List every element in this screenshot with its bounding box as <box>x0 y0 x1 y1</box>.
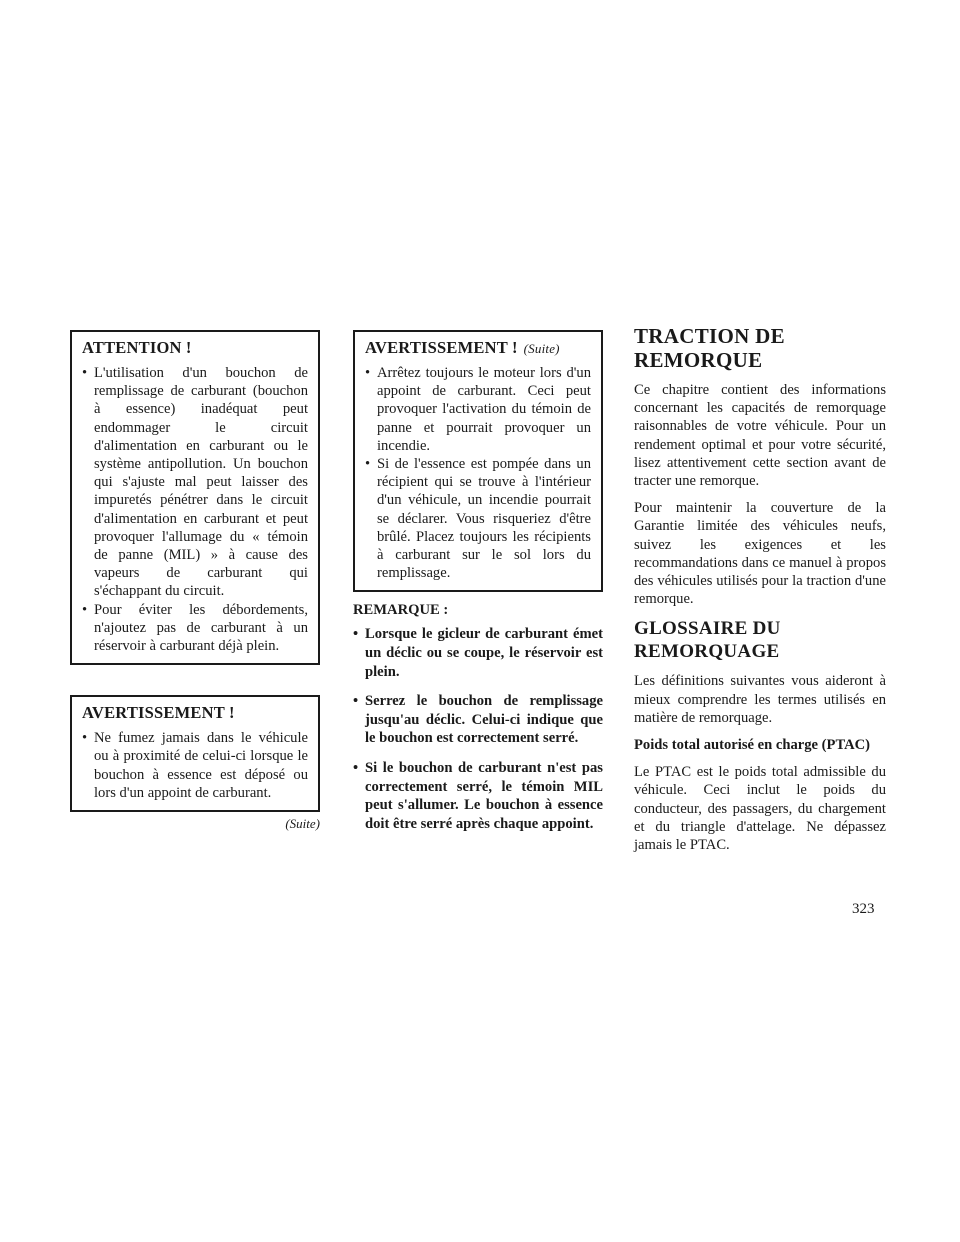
column-left <box>70 330 320 832</box>
continued-label: (Suite) <box>523 341 560 356</box>
paragraph: Le PTAC est le poids total admissible du véhicule. Ceci inclut le poids du conducteur, des passagers, du chargement et du triangle d'attelage. Ne dépassez jamais le PTAC. <box>634 764 886 854</box>
paragraph: Les définitions suivantes vous aideront à mieux comprendre les termes utilisés en matière de remorquage. <box>634 673 886 726</box>
attention-box <box>70 330 320 665</box>
warning-item: • Ne fumez jamais dans le véhicule ou à proximité de celui-ci lorsque le bouchon à essence est déposé ou lors d'un appoint de carburant. <box>82 729 308 802</box>
remarque-item: • Si le bouchon de carburant n'est pas correctement serré, le témoin MIL peut s'allumer. Le bouchon à essence doit être serré après chaque appoint. <box>353 759 603 833</box>
warning-item: • Si de l'essence est pompée dans un récipient qui se trouve à l'intérieur d'un véhicule, un incendie pourrait se déclarer. Vous risqueriez d'être brûlé. Placez toujours les récipients à carburant sur le sol lors du remplissage. <box>365 455 591 582</box>
warning-title: AVERTISSEMENT ! <box>82 703 235 723</box>
warning-list <box>365 364 591 582</box>
attention-item: • Pour éviter les débordements, n'ajoutez pas de carburant à un réservoir à carburant déjà plein. <box>82 601 308 656</box>
remarque-item: • Serrez le bouchon de remplissage jusqu'au déclic. Celui-ci indique que le bouchon est correctement serré. <box>353 692 603 748</box>
paragraph: Ce chapitre contient des informations concernant les capacités de remorquage raisonnables de votre véhicule. Pour un rendement optimal et pour votre sécurité, lisez attentivement cette section avant de tracter une remorque. <box>634 382 886 490</box>
column-middle <box>353 330 603 844</box>
section-heading-traction: TRACTION DE REMORQUE <box>634 324 785 372</box>
attention-item: • L'utilisation d'un bouchon de remplissage de carburant (bouchon à essence) inadéquat peut endommager le circuit d'alimentation en carburant ou le système antipollution. Un bouchon qui s'ajuste mal peut laisser des impuretés pénétrer dans le circuit d'alimentation en carburant et peut provoquer l'allumage du « témoin de panne (MIL) » à cause des vapeurs de carburant qui s'échappant du circuit. <box>82 364 308 601</box>
warning-box <box>70 695 320 812</box>
warning-item: • Arrêtez toujours le moteur lors d'un appoint de carburant. Ceci peut provoquer l'activation du témoin de panne et pourrait provoquer un incendie. <box>365 364 591 455</box>
paragraph: Pour maintenir la couverture de la Garantie limitée des véhicules neufs, suivez les exigences et les recommandations dans ce manuel à propos des véhicules utilisés pour la traction d'une remorque. <box>634 500 886 608</box>
warning-box-continued <box>353 330 603 592</box>
column-right <box>634 324 886 863</box>
warning-list <box>82 729 308 802</box>
attention-title: ATTENTION ! <box>82 338 192 357</box>
section-heading-glossaire: GLOSSAIRE DU REMORQUAGE <box>634 618 781 663</box>
warning-title: AVERTISSEMENT ! <box>365 338 518 357</box>
page-number: 323 <box>852 901 875 917</box>
warning-continued-title <box>365 338 591 358</box>
remarque-item: • Lorsque le gicleur de carburant émet un déclic ou se coupe, le réservoir est plein. <box>353 625 603 681</box>
remarque-list <box>353 625 603 833</box>
subheading-ptac: Poids total autorisé en charge (PTAC) <box>634 737 871 754</box>
continued-label: (Suite) <box>285 816 320 832</box>
attention-list <box>82 364 308 655</box>
remarque-title: REMARQUE : <box>353 602 449 619</box>
